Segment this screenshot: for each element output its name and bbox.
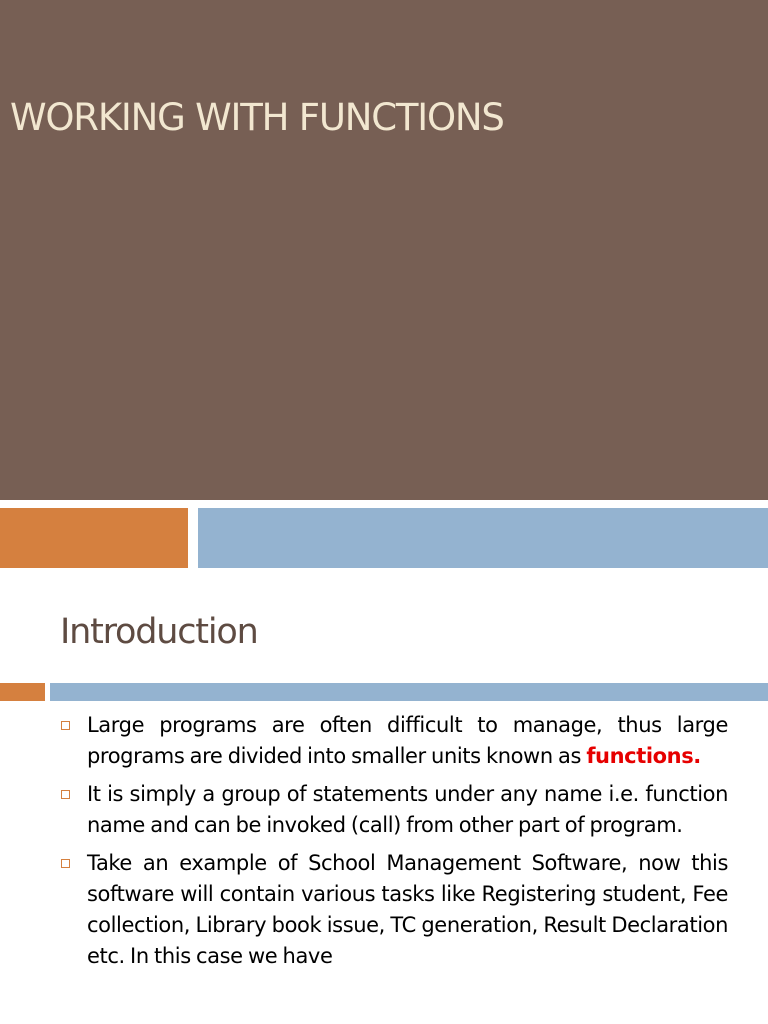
- accent-band-orange: [0, 508, 188, 568]
- bullet-item: [60, 779, 728, 841]
- bullet-item: [60, 710, 728, 772]
- hollow-square-icon: [61, 721, 70, 730]
- hollow-square-icon: [61, 790, 70, 799]
- bullet-text: Large programs are often difficult to manage, thus large programs are divided into smaller units known as: [87, 713, 728, 768]
- bullet-text: Take an example of School Management Software, now this software will contain various tasks like Registering student, Fee collection, Library book issue, TC generation, Result Declaration etc. In this case we have: [87, 851, 728, 968]
- slide-title: WORKING WITH FUNCTIONS: [10, 96, 504, 139]
- heading-rule-orange: [0, 683, 45, 701]
- content-slide: [0, 568, 768, 1024]
- bullet-list: [60, 710, 728, 979]
- bullet-item: [60, 848, 728, 972]
- bullet-text: It is simply a group of statements under any name i.e. function name and can be invoked (call) from other part of program.: [87, 782, 728, 837]
- section-heading: Introduction: [60, 612, 258, 652]
- heading-rule-blue: [50, 683, 768, 701]
- bullet-emphasis: functions.: [586, 744, 701, 768]
- accent-band-blue: [198, 508, 768, 568]
- hollow-square-icon: [61, 859, 70, 868]
- title-slide: [0, 0, 768, 500]
